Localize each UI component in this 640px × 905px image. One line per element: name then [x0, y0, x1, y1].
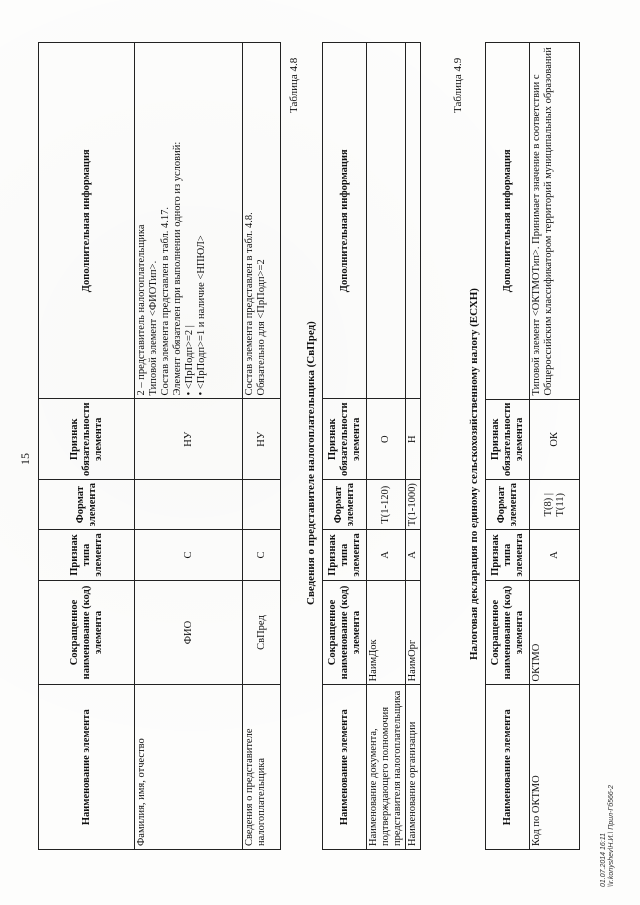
table-number: Таблица 4.8 [288, 57, 300, 113]
header-info: Дополнительная информация [39, 43, 135, 399]
cell-format [135, 480, 243, 530]
header-type: Признак типа элемента [323, 530, 367, 580]
cell-type: С [243, 530, 281, 580]
cell-format [243, 480, 281, 530]
cell-code: НаимДок [367, 580, 406, 685]
header-info: Дополнительная информация [486, 43, 530, 400]
cell-info [135, 43, 243, 399]
cell-type: А [530, 530, 580, 580]
cell-required: НУ [135, 399, 243, 480]
info-line: Состав элемента представлен в табл. 4.17. [160, 206, 171, 396]
cell-code: СвПред [243, 580, 281, 685]
cell-name: Наименование документа, подтверждающего полномочия представителя налогоплательщика [367, 685, 406, 850]
table-caption: Налоговая декларация по единому сельскохозяйственному налогу (ЕСХН) [468, 288, 480, 660]
cell-format: T(8) | T(11) [530, 480, 580, 530]
header-code: Сокращенное наименование (код) элемента [323, 580, 367, 685]
cell-info [243, 43, 281, 399]
header-format: Формат элемента [323, 480, 367, 530]
cell-required: НУ [243, 399, 281, 480]
header-required: Признак обязательности элемента [39, 399, 135, 480]
cell-type: А [406, 530, 421, 580]
cell-code: ФИО [135, 580, 243, 685]
cell-info [367, 43, 406, 399]
footer-timestamp: 01.07.2014 16:11 [600, 833, 607, 887]
info-line: Элемент обязателен при выполнении одного из условий: [172, 141, 183, 396]
cell-info [406, 43, 421, 399]
info-line: • <ПрПодп>=2 | [184, 325, 195, 396]
cell-format: T(1-120) [367, 480, 406, 530]
cell-code: ОКТМО [530, 580, 580, 685]
table-row [243, 43, 281, 850]
header-format: Формат элемента [486, 480, 530, 530]
cell-name: Фамилия, имя, отчество [135, 685, 243, 850]
table-row [406, 43, 421, 850]
cell-required: ОК [530, 399, 580, 480]
print-footer [600, 785, 616, 887]
header-required: Признак обязательности элемента [486, 399, 530, 480]
header-name: Наименование элемента [323, 685, 367, 850]
cell-required: Н [406, 399, 421, 480]
cell-type: А [367, 530, 406, 580]
header-type: Признак типа элемента [39, 530, 135, 580]
table-number: Таблица 4.9 [452, 57, 464, 113]
info-line: 2 – представитель налогоплательщика [136, 224, 147, 396]
header-name: Наименование элемента [486, 685, 530, 850]
table-representative [322, 42, 421, 850]
header-code: Сокращенное наименование (код) элемента [486, 580, 530, 685]
cell-name: Код по ОКТМО [530, 685, 580, 850]
footer-path: \\r.konyshev\Н.И.\ Прил-Гб566-2 [608, 784, 615, 887]
table-row [530, 43, 580, 850]
cell-required: О [367, 399, 406, 480]
info-line: • <ПрПодп>=1 и наличие <НПЮЛ> [196, 235, 207, 396]
table-row [367, 43, 406, 850]
header-name: Наименование элемента [39, 685, 135, 850]
page-number: 15 [18, 453, 32, 465]
cell-name: Сведения о представителе налогоплательщика [243, 685, 281, 850]
info-line: Состав элемента представлен в табл. 4.8. [244, 212, 255, 396]
table-continuation [38, 42, 281, 850]
info-line: Обязательно для <ПрПодп>=2 [256, 259, 267, 396]
cell-info: Типовой элемент <ОКТМОТип>. Принимает значение в соответствии с Общероссийским классификатором территорий муниципальных образований [530, 43, 580, 400]
cell-format: T(1-1000) [406, 480, 421, 530]
table-caption: Сведения о представителе налогоплательщика (СвПред) [305, 321, 317, 605]
header-format: Формат элемента [39, 480, 135, 530]
header-required: Признак обязательности элемента [323, 399, 367, 480]
header-info: Дополнительная информация [323, 43, 367, 399]
info-line: Типовой элемент <ФИОТип>. [148, 260, 159, 396]
cell-code: НаимОрг [406, 580, 421, 685]
header-type: Признак типа элемента [486, 530, 530, 580]
cell-name: Наименование организации [406, 685, 421, 850]
table-row [135, 43, 243, 850]
cell-type: С [135, 530, 243, 580]
table-eskhn [485, 42, 580, 850]
header-code: Сокращенное наименование (код) элемента [39, 580, 135, 685]
